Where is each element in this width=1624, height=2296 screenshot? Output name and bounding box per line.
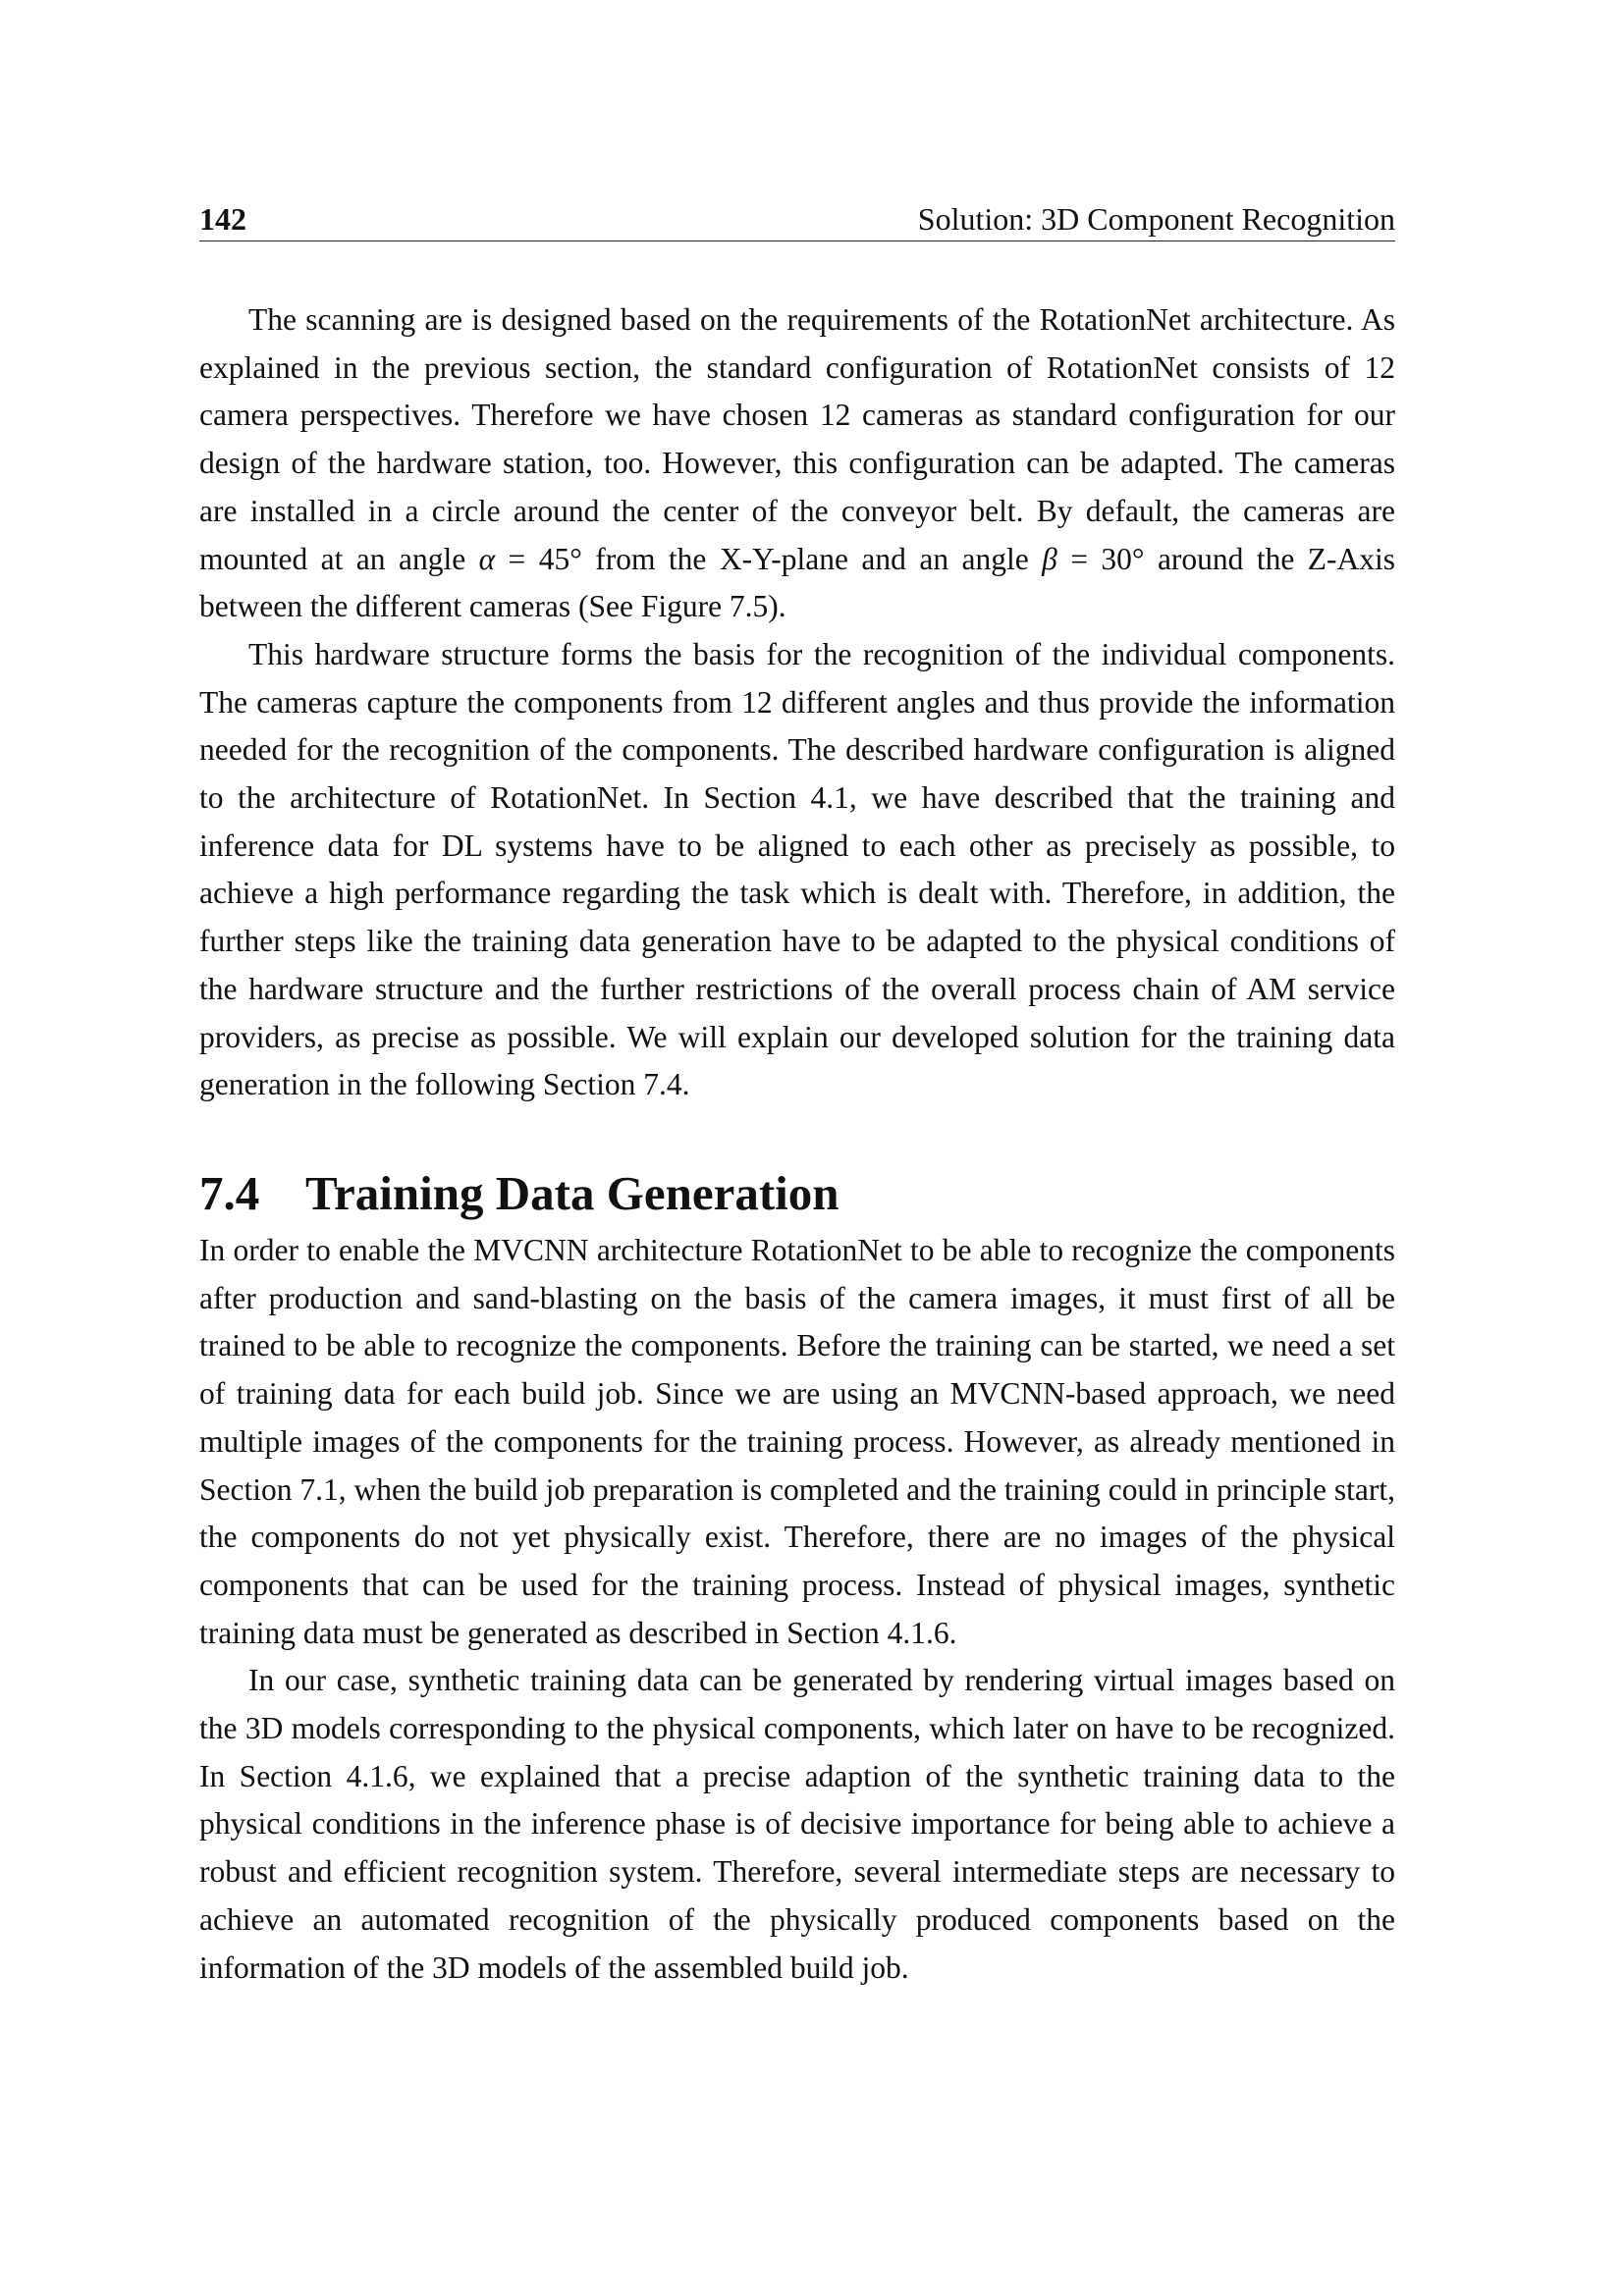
section-title: Training Data Generation (305, 1166, 839, 1220)
paragraph-hardware-structure: This hardware structure forms the basis for the recognition of the individual components. The cameras capture the components from 12 different angles and thus provide the information needed for the recognition of the components. The described hardware configuration is aligned to the architecture of RotationNet. In Section 4.1, we have described that the training and inference data for DL systems have to be aligned to each other as precisely as possible, to achieve a high performance regarding the task which is dealt with. Therefore, in addition, the further steps like the training data generation have to be adapted to the physical conditions of the hardware structure and the further restrictions of the overall process chain of AM service providers, as precise as possible. We will explain our developed solution for the training data generation in the following Section 7.4. (199, 636, 1395, 1102)
body-text-before-section (199, 296, 1395, 1109)
document-page (199, 0, 1395, 2296)
alpha-symbol: α (478, 541, 496, 576)
section-number: 7.4 (199, 1166, 260, 1220)
paragraph-text: The scanning are is designed based on the requirements of the RotationNet architecture. As explained in the previous section, the standard configuration of RotationNet consists of 12 camera perspectives. Therefore we have chosen 12 cameras as standard configuration for our design of the hardware station, too. However, this configuration can be adapted. The cameras are installed in a circle around the center of the conveyor belt. By default, the cameras are mounted at an angle (199, 302, 1395, 576)
paragraph-synthetic-data: In our case, synthetic training data can be generated by rendering virtual images based on the 3D models corresponding to the physical components, which later on have to be recognized. In Section 4.1.6, we explained that a precise adaption of the synthetic training data to the physical conditions in the inference phase is of decisive importance for being able to achieve a robust and efficient recognition system. Therefore, several intermediate steps are necessary to achieve an automated recognition of the physically produced components based on the information of the 3D models of the assembled build job. (199, 1663, 1395, 1985)
running-title: Solution: 3D Component Recognition (917, 201, 1395, 237)
paragraph-text: = 30° around the Z-Axis between the different cameras (See Figure 7.5). (199, 541, 1395, 624)
paragraph-training-intro: In order to enable the MVCNN architecture RotationNet to be able to recognize the components after production and sand-blasting on the basis of the camera images, it must first of all be trained to be able to recognize the components. Before the training can be started, we need a set of training data for each build job. Since we are using an MVCNN-based approach, we need multiple images of the components for the training process. However, as already mentioned in Section 7.1, when the build job preparation is completed and the training could in principle start, the components do not yet physically exist. Therefore, there are no images of the physical components that can be used for the training process. Instead of physical images, synthetic training data must be generated as described in Section 4.1.6. (199, 1233, 1395, 1650)
beta-symbol: β (1042, 541, 1057, 576)
page-number: 142 (199, 201, 246, 237)
paragraph-text: = 45° from the X-Y-plane and an angle (495, 541, 1043, 576)
paragraph-camera-configuration (199, 296, 1395, 631)
section-heading (199, 1166, 839, 1221)
body-text-section-7-4 (199, 1227, 1395, 1992)
running-header (199, 194, 1395, 241)
